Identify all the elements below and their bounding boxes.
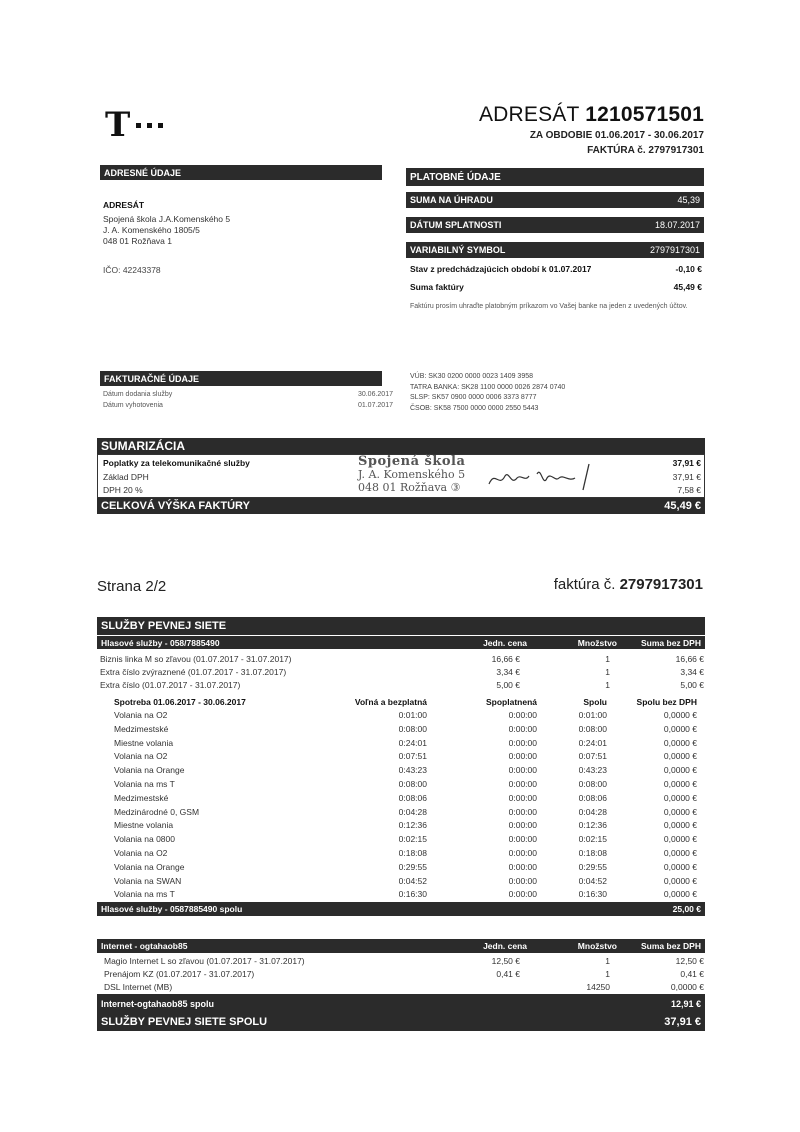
- consumption-free: 0:02:15: [398, 834, 427, 845]
- bank-line: VÚB: SK30 0200 0000 0023 1409 3958: [410, 373, 533, 380]
- internet-item-row: Magio Internet L so zľavou (01.07.2017 - 31.07.2017) 12,50 € 1 12,50 €: [104, 956, 704, 966]
- consumption-sum: 0,0000 €: [663, 875, 697, 886]
- voice-item-row: Extra číslo zvýraznené (01.07.2017 - 31.07.2017) 3,34 € 1 3,34 €: [100, 667, 704, 677]
- consumption-name: Miestne volania: [114, 737, 174, 748]
- consumption-name: Miestne volania: [114, 820, 174, 831]
- consumption-sum: 0,0000 €: [663, 723, 697, 734]
- address-label: ADRESÁT: [103, 200, 145, 210]
- consumption-row: [114, 807, 704, 817]
- consumption-sum: 0,0000 €: [663, 848, 697, 858]
- consumption-name: Volania na Orange: [114, 765, 185, 776]
- consumption-sum: 0,0000 €: [663, 779, 697, 789]
- payment-row-variable-symbol: VARIABILNÝ SYMBOL 2797917301: [406, 242, 704, 258]
- consumption-free: 0:24:01: [398, 737, 427, 748]
- consumption-total: 0:24:01: [578, 737, 607, 748]
- logo-dots-icon: [136, 120, 169, 130]
- consumption-sum: 0,0000 €: [663, 710, 697, 720]
- consumption-total: 0:29:55: [578, 861, 607, 872]
- bank-line: SLSP: SK57 0900 0000 0006 3373 8777: [410, 394, 537, 401]
- payment-section-bar: PLATOBNÉ ÚDAJE: [406, 168, 704, 186]
- consumption-row: [114, 820, 704, 830]
- consumption-free: 0:43:23: [398, 765, 427, 776]
- summary-bar: SUMARIZÁCIA: [97, 438, 705, 454]
- consumption-paid: 0:00:00: [508, 779, 537, 789]
- consumption-free: 0:04:52: [398, 875, 427, 886]
- consumption-total: 0:12:36: [578, 820, 607, 831]
- consumption-name: Volania na ms T: [114, 779, 175, 789]
- consumption-name: Volania na 0800: [114, 834, 175, 845]
- consumption-paid: 0:00:00: [508, 765, 537, 776]
- invoice-number: FAKTÚRA č. 2797917301: [587, 145, 704, 156]
- consumption-paid: 0:00:00: [508, 848, 537, 858]
- page-indicator: Strana 2/2: [97, 578, 167, 595]
- bank-line: ČSOB: SK58 7500 0000 0000 2550 5443: [410, 404, 539, 412]
- consumption-free: 0:04:28: [398, 806, 427, 817]
- voice-services-bar: Hlasové služby - 058/7885490 Jedn. cena Množstvo Suma bez DPH: [97, 636, 705, 649]
- consumption-total: 0:16:30: [578, 889, 607, 900]
- logo-letter: T: [105, 105, 131, 145]
- fixed-services-bar: SLUŽBY PEVNEJ SIETE: [97, 617, 705, 635]
- consumption-sum: 0,0000 €: [663, 806, 697, 817]
- internet-item-row: DSL Internet (MB) 14250 0,0000 €: [104, 982, 704, 992]
- consumption-sum: 0,0000 €: [663, 751, 697, 762]
- consumption-paid: 0:00:00: [508, 834, 537, 845]
- address-line: J. A. Komenského 1805/5: [103, 225, 200, 235]
- previous-balance-line: Stav z predchádzajúcich období k 01.07.2017 -0,10 €: [410, 264, 702, 274]
- consumption-row: [114, 738, 704, 748]
- address-line: 048 01 Rožňava 1: [103, 236, 172, 246]
- consumption-sum: 0,0000 €: [663, 792, 697, 803]
- consumption-row: [114, 848, 704, 858]
- consumption-paid: 0:00:00: [508, 820, 537, 831]
- payment-note: Faktúru prosím uhraďte platobným príkazom vo Vašej banke na jeden z uvedených účtov.: [410, 303, 688, 310]
- consumption-total: 0:04:28: [578, 806, 607, 817]
- consumption-total: 0:01:00: [578, 710, 607, 720]
- adresat-number: 1210571501: [585, 103, 704, 126]
- consumption-free: 0:29:55: [398, 861, 427, 872]
- consumption-row: [114, 710, 704, 720]
- consumption-name: Medzimestské: [114, 792, 169, 803]
- summary-row-fees: Poplatky za telekomunikačné služby 37,91 €: [103, 458, 701, 468]
- billing-delivery-date: Dátum dodania služby 30.06.2017: [103, 391, 393, 398]
- ico-number: IČO: 42243378: [103, 265, 161, 275]
- consumption-paid: 0:00:00: [508, 751, 537, 762]
- consumption-paid: 0:00:00: [508, 806, 537, 817]
- address-block: [103, 200, 230, 247]
- payment-row-due-date: DÁTUM SPLATNOSTI 18.07.2017: [406, 217, 704, 233]
- payment-row-amount: SUMA NA ÚHRADU 45,39: [406, 192, 704, 208]
- fixed-services-total-bar: SLUŽBY PEVNEJ SIETE SPOLU 37,91 €: [97, 1013, 705, 1031]
- consumption-free: 0:12:36: [398, 820, 427, 831]
- consumption-name: Medzimestské: [114, 723, 169, 734]
- consumption-paid: 0:00:00: [508, 875, 537, 886]
- consumption-paid: 0:00:00: [508, 710, 537, 720]
- consumption-total: 0:08:06: [578, 792, 607, 803]
- consumption-row: [114, 779, 704, 789]
- billing-issue-date: Dátum vyhotovenia 01.07.2017: [103, 402, 393, 409]
- consumption-row: [114, 876, 704, 886]
- consumption-sum: 0,0000 €: [663, 820, 697, 831]
- internet-item-row: Prenájom KZ (01.07.2017 - 31.07.2017) 0,41 € 1 0,41 €: [104, 969, 704, 979]
- billing-period: ZA OBDOBIE 01.06.2017 - 30.06.2017: [529, 130, 704, 141]
- consumption-name: Volania na SWAN: [114, 875, 182, 886]
- adresat-heading: ADRESÁT 1210571501: [478, 103, 704, 126]
- consumption-header: Spotreba 01.06.2017 - 30.06.2017 Voľná a bezplatná Spoplatnená Spolu Spolu bez DPH: [114, 697, 697, 707]
- address-section-bar: ADRESNÉ ÚDAJE: [100, 165, 382, 180]
- consumption-paid: 0:00:00: [508, 723, 537, 734]
- consumption-paid: 0:00:00: [508, 889, 537, 900]
- consumption-free: 0:16:30: [398, 889, 427, 900]
- consumption-sum: 0,0000 €: [663, 834, 697, 845]
- consumption-paid: 0:00:00: [508, 861, 537, 872]
- consumption-paid: 0:00:00: [508, 737, 537, 748]
- address-line: Spojená škola J.A.Komenského 5: [103, 214, 231, 224]
- bank-line: TATRA BANKA: SK28 1100 0000 0026 2874 0740: [410, 383, 566, 391]
- consumption-row: [114, 834, 704, 844]
- consumption-name: Volania na ms T: [114, 889, 175, 900]
- bank-accounts: [410, 372, 565, 414]
- consumption-total: 0:18:08: [578, 848, 607, 858]
- consumption-sum: 0,0000 €: [663, 861, 697, 872]
- consumption-total: 0:07:51: [578, 751, 607, 762]
- voice-services-total-bar: Hlasové služby - 0587885490 spolu 25,00 €: [97, 902, 705, 916]
- consumption-free: 0:08:00: [398, 723, 427, 734]
- voice-item-row: Biznis linka M so zľavou (01.07.2017 - 31.07.2017) 16,66 € 1 16,66 €: [100, 654, 704, 664]
- voice-item-row: Extra číslo (01.07.2017 - 31.07.2017) 5,00 € 1 5,00 €: [100, 680, 704, 690]
- consumption-free: 0:07:51: [398, 751, 427, 762]
- summary-row-base: Základ DPH 37,91 €: [103, 472, 701, 482]
- consumption-total: 0:02:15: [578, 834, 607, 845]
- consumption-row: [114, 889, 704, 899]
- consumption-free: 0:08:00: [398, 779, 427, 789]
- consumption-name: Volania na O2: [114, 710, 168, 720]
- consumption-total: 0:04:52: [578, 875, 607, 886]
- summary-row-vat: DPH 20 % 7,58 €: [103, 485, 701, 495]
- consumption-name: Volania na O2: [114, 848, 168, 858]
- consumption-row: [114, 724, 704, 734]
- consumption-free: 0:08:06: [398, 792, 427, 803]
- page2-invoice-number: faktúra č. 2797917301: [553, 576, 703, 593]
- consumption-name: Medzinárodné 0, GSM: [114, 806, 200, 817]
- consumption-row: [114, 751, 704, 761]
- consumption-row: [114, 793, 704, 803]
- telekom-logo: [105, 105, 169, 145]
- signature-icon: [485, 460, 605, 494]
- consumption-sum: 0,0000 €: [663, 889, 697, 900]
- consumption-total: 0:43:23: [578, 765, 607, 776]
- consumption-sum: 0,0000 €: [663, 765, 697, 776]
- consumption-sum: 0,0000 €: [663, 737, 697, 748]
- consumption-total: 0:08:00: [578, 779, 607, 789]
- consumption-total: 0:08:00: [578, 723, 607, 734]
- school-stamp: Spojená škola J. A. Komenského 5 048 01 Rožňava ③: [358, 454, 466, 494]
- consumption-paid: 0:00:00: [508, 792, 537, 803]
- total-bar: CELKOVÁ VÝŠKA FAKTÚRY 45,49 €: [97, 498, 705, 514]
- consumption-free: 0:01:00: [398, 710, 427, 720]
- internet-total-bar: Internet-ogtahaob85 spolu 12,91 €: [97, 994, 705, 1014]
- consumption-row: [114, 765, 704, 775]
- consumption-row: [114, 862, 704, 872]
- consumption-free: 0:18:08: [398, 848, 427, 858]
- consumption-name: Volania na Orange: [114, 861, 185, 872]
- invoice-sum-line: Suma faktúry 45,49 €: [410, 282, 702, 292]
- billing-section-bar: FAKTURAČNÉ ÚDAJE: [100, 371, 382, 386]
- consumption-name: Volania na O2: [114, 751, 168, 762]
- internet-services-bar: Internet - ogtahaob85 Jedn. cena Množstvo Suma bez DPH: [97, 939, 705, 953]
